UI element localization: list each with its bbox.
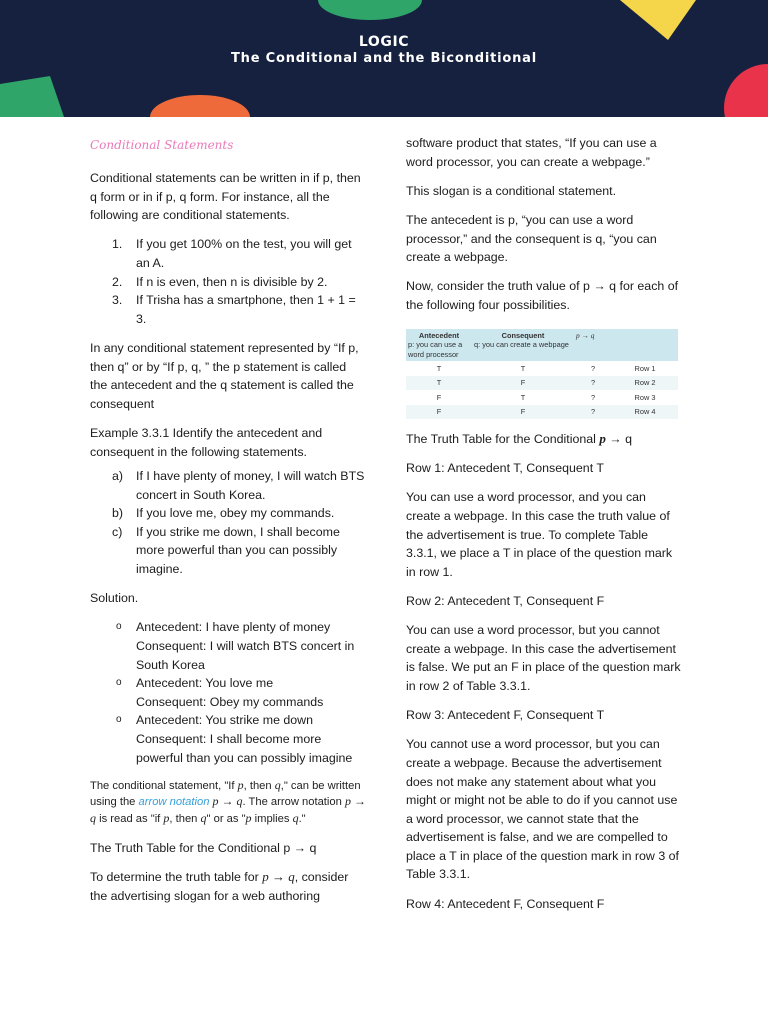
row2-paragraph: You can use a word processor, but you cannot create a webpage. In this case the advertisement is false. We put an F in place of the question mark in row 2 of Table 3.3.1. [406, 623, 681, 693]
note-math: p → q [90, 794, 366, 825]
green-parallelogram-shape [0, 76, 64, 117]
truth-table-title: The Truth Table for the Conditional p → q [90, 841, 317, 855]
table-header-cell [406, 329, 472, 362]
note-text: , then [243, 779, 275, 792]
consequent-text: Consequent: Obey my commands [136, 694, 324, 709]
antecedent-consequent-paragraph: The antecedent is p, “you can use a word processor,” and the consequent is q, “you can create a webpage. [406, 212, 657, 265]
definition-paragraph: In any conditional statement represented by “If p, then q” or by “If p, q, ” the p statement is called the antecedent and the q statement is called the consequent [90, 340, 359, 411]
conditional-examples-list [90, 235, 366, 328]
list-item-text: If you love me, obey my commands. [136, 506, 335, 521]
solutions-list [90, 618, 366, 767]
list-marker: c) [112, 524, 123, 539]
left-column [90, 136, 366, 916]
caption-text: The Truth Table for the Conditional [406, 432, 600, 447]
slogan-intro-math: p → q [262, 869, 295, 885]
row3-paragraph: You cannot use a word processor, but you can create a webpage. Because the advertisement does not make any statement about what you might or might not be able to do if you cannot use a word processor, we cannot state that the advertisement is false, and we are compelled to place a T in place of the question mark in row 3 of Table 3.3.1. [406, 737, 679, 882]
table-row [406, 390, 678, 405]
arrow-notation-note [90, 778, 366, 827]
header-bold: Consequent [501, 330, 545, 340]
caption-text: → q [605, 432, 632, 447]
right-column [406, 134, 682, 924]
list-item-text: If you get 100% on the test, you will get an A. [136, 237, 352, 270]
list-item [90, 711, 366, 767]
note-math: q [200, 810, 207, 825]
table-cell: T [520, 392, 526, 402]
list-marker: 3. [112, 293, 123, 308]
row2-heading: Row 2: Antecedent T, Consequent F [406, 593, 605, 608]
green-oval-shape [318, 0, 422, 20]
row1-paragraph: You can use a word processor, and you can create a webpage. In this case the truth value of the advertisement is true. To complete Table 3.3.1, we place a T in place of the question mark in row 1. [406, 490, 673, 579]
antecedent-text: Antecedent: You strike me down [136, 713, 314, 728]
list-marker: o [116, 621, 122, 633]
slogan-intro-text: To determine the truth table for [90, 870, 263, 885]
example-items-list [90, 467, 366, 579]
solution-label: Solution. [90, 591, 139, 606]
table-cell: Row 1 [634, 363, 656, 373]
note-text: The conditional statement, "If [90, 779, 238, 792]
list-item [90, 674, 366, 711]
table-cell: ? [590, 378, 596, 388]
red-circle-shape [724, 64, 768, 117]
row1-heading: Row 1: Antecedent T, Consequent T [406, 461, 604, 476]
header-bold: Antecedent [418, 330, 460, 340]
slogan-intro [90, 868, 366, 905]
table-cell: ? [590, 407, 596, 417]
row3-heading: Row 3: Antecedent F, Consequent T [406, 708, 605, 723]
orange-oval-shape [150, 95, 250, 117]
table-caption [406, 430, 682, 449]
truth-table-header-row [406, 329, 678, 362]
note-math: q [274, 777, 281, 792]
note-text: " or as " [206, 812, 246, 825]
note-math: p [245, 810, 252, 825]
table-row [406, 376, 678, 391]
table-cell: T [520, 363, 526, 373]
banner-title [0, 34, 768, 67]
intro-paragraph: Conditional statements can be written in if p, then q form or in if p, q form. For instance, all the following are conditional statements. [90, 171, 361, 223]
table-cell: Row 2 [634, 378, 656, 388]
antecedent-text: Antecedent: I have plenty of money [136, 620, 331, 635]
note-math: p [163, 810, 170, 825]
antecedent-text: Antecedent: You love me [136, 676, 274, 691]
consider-paragraph: Now, consider the truth value of p → q for each of the following four possibilities. [406, 279, 679, 312]
section-title: Conditional Statements [90, 138, 234, 152]
example-heading: Example 3.3.1 Identify the antecedent and consequent in the following statements. [90, 425, 323, 459]
header-sub: q: you can create a webpage [474, 340, 569, 350]
table-cell: ? [590, 363, 596, 373]
arrow-notation-highlight: arrow notation [138, 796, 210, 809]
table-cell: F [436, 407, 442, 417]
document-subtitle: The Conditional and the Biconditional [231, 51, 537, 66]
table-cell: F [436, 392, 442, 402]
table-cell: ? [590, 392, 596, 402]
slogan-conditional-paragraph: This slogan is a conditional statement. [406, 183, 617, 198]
list-item [90, 467, 366, 504]
list-marker: 2. [112, 274, 123, 289]
list-item [90, 235, 366, 272]
list-item [90, 523, 366, 579]
list-item-text: If you strike me down, I shall become more powerful than you can possibly imagine. [136, 524, 340, 577]
note-math: q [292, 810, 299, 825]
list-marker: 1. [112, 237, 123, 252]
list-item [90, 291, 366, 328]
list-marker: o [116, 677, 122, 689]
list-item [90, 273, 366, 292]
slogan-paragraph: software product that states, “If you can use a word processor, you can create a webpage.” [406, 136, 657, 169]
note-text: implies [251, 812, 293, 825]
list-item-text: If Trisha has a smartphone, then 1 + 1 = 3. [136, 293, 356, 326]
table-header-cell [612, 329, 678, 362]
table-cell: F [520, 407, 526, 417]
table-header-cell [472, 329, 574, 362]
table-cell: Row 4 [634, 407, 656, 417]
note-text: . The arrow notation [242, 796, 345, 809]
consequent-text: Consequent: I shall become more powerful than you can possibly imagine [136, 732, 353, 765]
list-item-text: If I have plenty of money, I will watch BTS concert in South Korea. [136, 469, 365, 502]
note-text: ," can be written using the [90, 779, 361, 809]
list-item [90, 618, 366, 674]
list-marker: b) [112, 506, 124, 521]
table-row [406, 405, 678, 420]
note-math: p → q [212, 794, 243, 809]
note-text: is read as "if [96, 812, 164, 825]
truth-table [406, 329, 678, 420]
table-header-cell [574, 329, 612, 362]
note-text: , then [169, 812, 201, 825]
header-sub: p → q [576, 330, 595, 340]
table-cell: F [520, 378, 526, 388]
note-math: p [237, 777, 244, 792]
document-title: LOGIC [358, 34, 410, 50]
list-marker: o [116, 714, 122, 726]
list-item [90, 504, 366, 523]
row4-heading: Row 4: Antecedent F, Consequent F [406, 896, 605, 911]
caption-math: p [599, 431, 606, 447]
note-text: ." [298, 812, 306, 825]
list-marker: a) [112, 469, 124, 484]
consequent-text: Consequent: I will watch BTS concert in South Korea [136, 639, 355, 672]
table-cell: T [436, 363, 442, 373]
header-banner [0, 0, 768, 117]
table-cell: T [436, 378, 442, 388]
table-cell: Row 3 [634, 392, 656, 402]
list-item-text: If n is even, then n is divisible by 2. [136, 274, 328, 289]
header-sub: p: you can use a word processor [408, 340, 463, 359]
slogan-intro-text: , consider the advertising slogan for a web authoring [90, 870, 349, 903]
table-row [406, 361, 678, 376]
